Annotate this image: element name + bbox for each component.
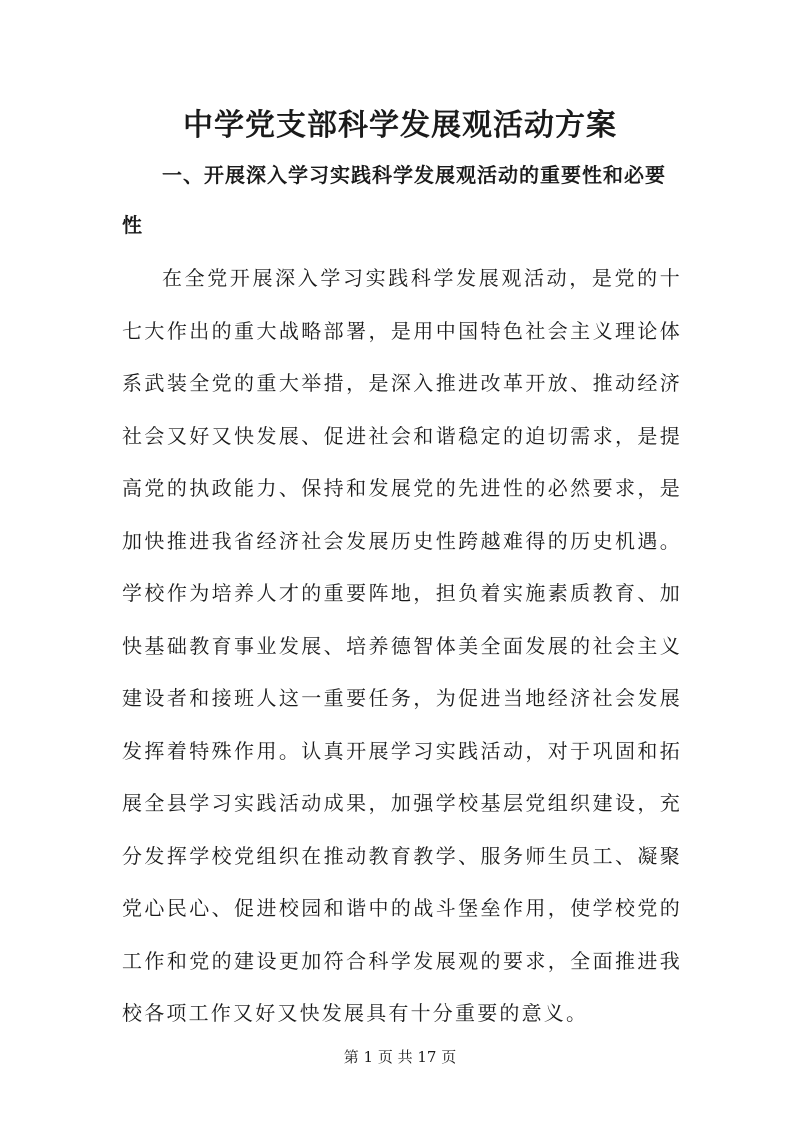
body-paragraph: 在全党开展深入学习实践科学发展观活动，是党的十七大作出的重大战略部署，是用中国特色社会主义理论体系武装全党的重大举措，是深入推进改革开放、推动经济社会又好又快发展、促进社会和谐稳定的迫切需求，是提高党的执政能力、保持和发展党的先进性的必然要求，是加快推进我省经济社会发展历史性跨越难得的历史机遇。学校作为培养人才的重要阵地，担负着实施素质教育、加快基础教育事业发展、培养德智体美全面发展的社会主义建设者和接班人这一重要任务，为促进当地经济社会发展发挥着特殊作用。认真开展学习实践活动，对于巩固和拓展全县学习实践活动成果，加强学校基层党组织建设，充分发挥学校党组织在推动教育教学、服务师生员工、凝聚党心民心、促进校园和谐中的战斗堡垒作用，使学校党的工作和党的建设更加符合科学发展观的要求，全面推进我校各项工作又好又快发展具有十分重要的意义。 <box>122 266 682 1025</box>
document-title: 中学党支部科学发展观活动方案 <box>183 108 617 143</box>
section-heading: 一、开展深入学习实践科学发展观活动的重要性和必要性 <box>122 163 666 237</box>
page-number: 第 1 页 共 17 页 <box>343 1048 457 1066</box>
